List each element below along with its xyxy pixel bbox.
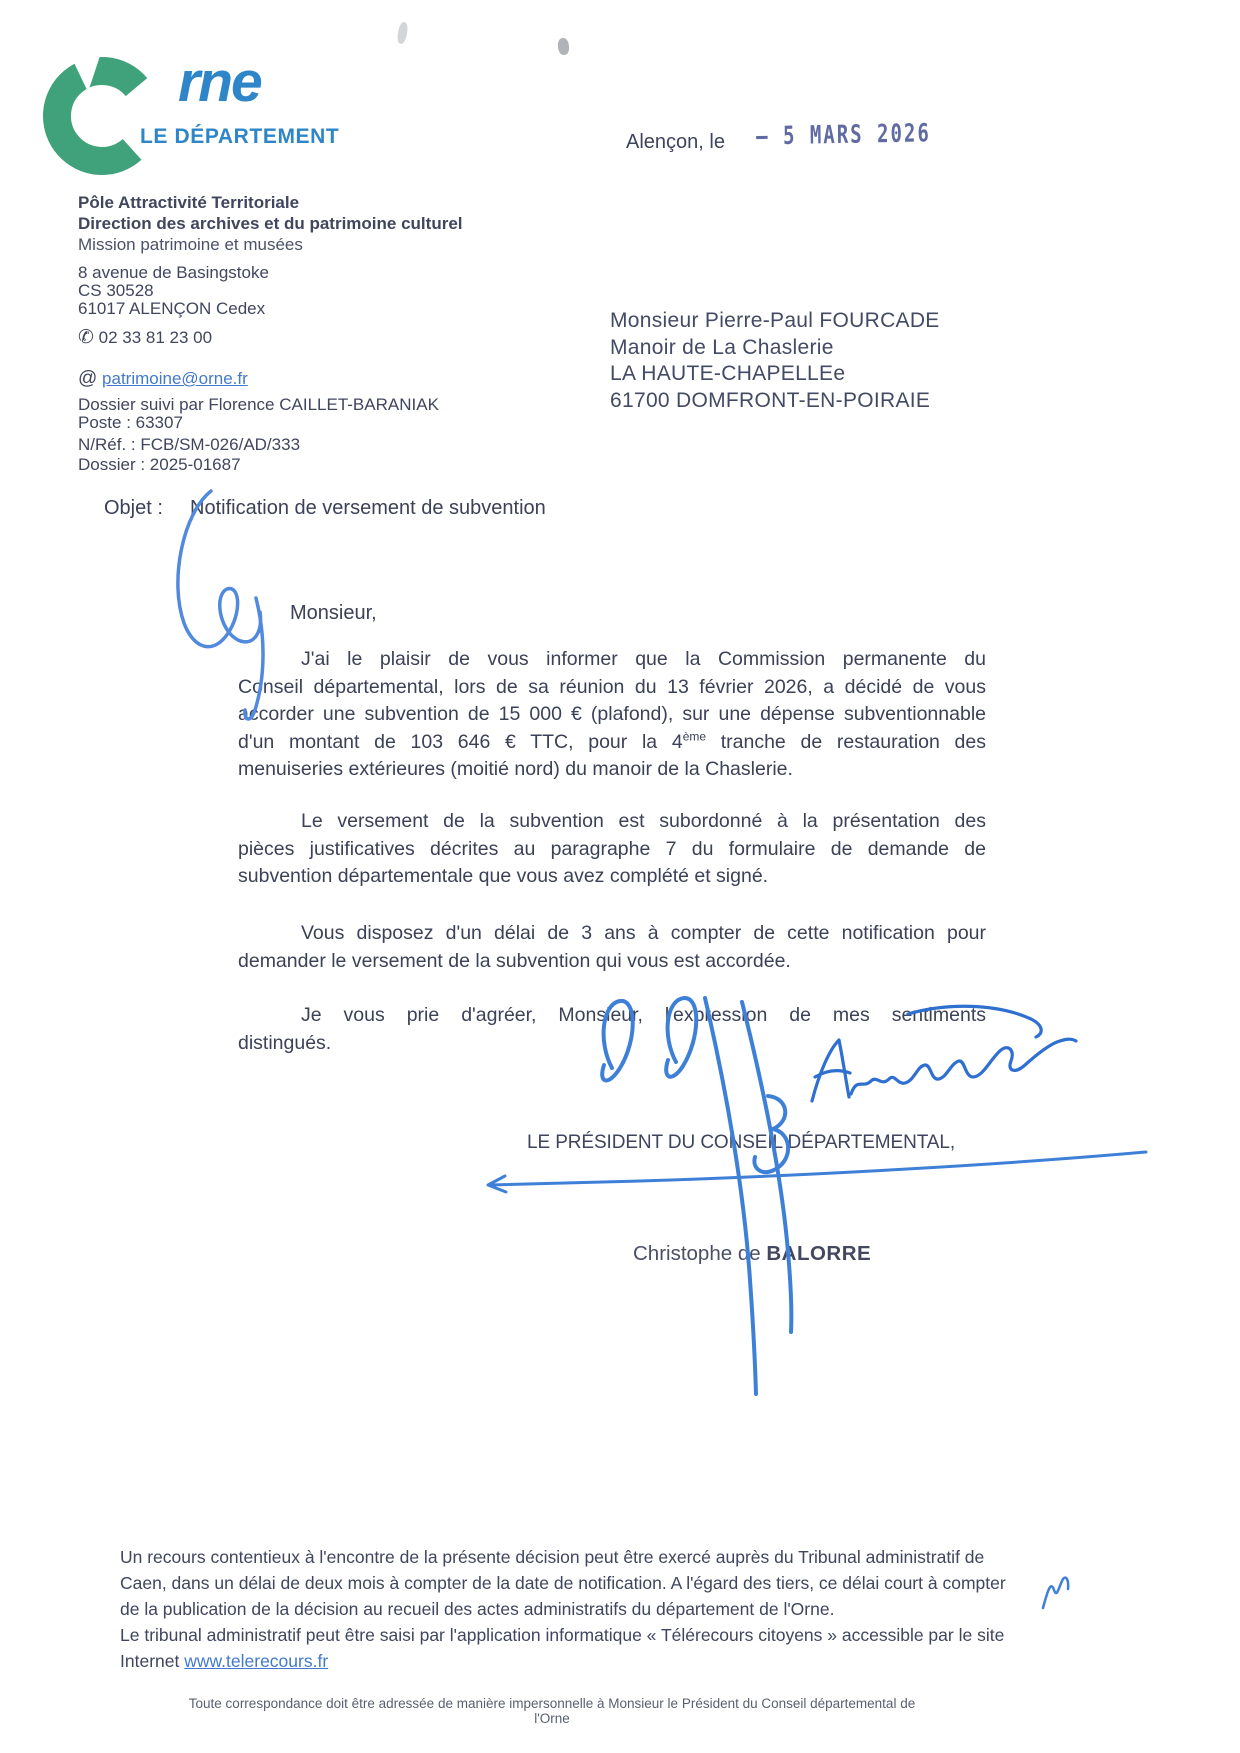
logo-rne-text: rne	[178, 50, 261, 114]
sender-extension: Poste : 63307	[78, 413, 183, 432]
salutation: Monsieur,	[290, 602, 377, 624]
paragraph-line: Conseil départemental, lors de sa réunion du 13 février 2026, a décidé de vous	[238, 675, 986, 698]
phone-icon: ✆	[78, 327, 94, 348]
paragraph-line: distingués.	[238, 1031, 332, 1054]
body-paragraph-4	[238, 1002, 986, 1057]
orne-logo-o-icon	[42, 46, 167, 182]
paragraph-line: demander le versement de la subvention qui vous est accordée.	[238, 949, 791, 972]
recipient-line-1: Monsieur Pierre-Paul FOURCADE	[610, 309, 940, 332]
subject-label: Objet :	[104, 497, 163, 519]
legal-line: Caen, dans un délai de deux mois à compter de la date de notification. A l'égard des tiers, ce délai court à compter	[120, 1573, 1006, 1593]
at-icon: @	[78, 368, 98, 389]
orne-logo	[42, 46, 372, 178]
paragraph-line: accorder une subvention de 15 000 € (plafond), sur une dépense subventionnable	[238, 703, 986, 725]
recipient-line-4: 61700 DOMFRONT-EN-POIRAIE	[610, 388, 931, 412]
paragraph-line: pièces justificatives décrites au paragraphe 7 du formulaire de demande de	[238, 837, 986, 860]
recipient-line-2: Manoir de La Chaslerie	[610, 335, 834, 359]
sender-mission: Mission patrimoine et musées	[78, 235, 303, 254]
paragraph-line: subvention départementale que vous avez complété et signé.	[238, 865, 769, 887]
legal-line: Le tribunal administratif peut être saisi par l'application informatique « Télérecours citoyens » accessible par le site	[120, 1625, 1005, 1645]
closing-title: LE PRÉSIDENT DU CONSEIL DÉPARTEMENTAL,	[527, 1132, 956, 1153]
recipient-line-3: LA HAUTE-CHAPELLEe	[610, 362, 846, 385]
legal-footer	[120, 1544, 1115, 1674]
body-paragraph-1	[238, 646, 986, 784]
telerecours-link[interactable]: www.telerecours.fr	[184, 1651, 329, 1671]
logo-subtitle: LE DÉPARTEMENT	[140, 125, 340, 148]
legal-line: Internet www.telerecours.fr	[120, 1651, 329, 1671]
legal-line: Un recours contentieux à l'encontre de la présente décision peut être exercé auprès du Tribunal administratif de	[120, 1547, 985, 1567]
sender-address-2: CS 30528	[78, 281, 154, 300]
signer-given: Christophe de	[633, 1242, 767, 1265]
sender-address-1: 8 avenue de Basingstoke	[78, 263, 269, 282]
legal-paragraph-1	[120, 1544, 1115, 1622]
dateline-place: Alençon, le	[626, 131, 725, 153]
sender-email-line	[78, 369, 248, 389]
paragraph-line: J'ai le plaisir de vous informer que la Commission permanente du	[301, 648, 986, 670]
sender-phone: 02 33 81 23 00	[98, 328, 213, 347]
sender-our-ref: N/Réf. : FCB/SM-026/AD/333	[78, 435, 301, 454]
sender-email-link[interactable]: patrimoine@orne.fr	[102, 369, 248, 388]
sender-pole: Pôle Attractivité Territoriale	[78, 193, 300, 212]
sender-phone-line	[78, 328, 212, 348]
signer-family: BALORRE	[766, 1242, 872, 1265]
paragraph-line: d'un montant de 103 646 € TTC, pour la 4ème tranche de restauration des	[238, 729, 986, 753]
paragraph-line: Le versement de la subvention est subordonné à la présentation des	[301, 810, 986, 832]
legal-line: de la publication de la décision au recueil des actes administratifs du département de l'Orne.	[120, 1599, 835, 1619]
signature-ink	[488, 998, 1146, 1394]
paragraph-line: Je vous prie d'agréer, Monsieur, l'expression de mes sentiments	[301, 1004, 986, 1026]
sender-direction: Direction des archives et du patrimoine culturel	[78, 214, 463, 233]
body-paragraph-2	[238, 808, 986, 891]
paragraph-line: menuiseries extérieures (moitié nord) du manoir de la Chaslerie.	[238, 758, 793, 780]
sender-file-ref: Dossier : 2025-01687	[78, 455, 241, 474]
legal-paragraph-2	[120, 1622, 1115, 1674]
sender-address-3: 61017 ALENÇON Cedex	[78, 299, 266, 318]
footnote: Toute correspondance doit être adressée de manière impersonnelle à Monsieur le Président du Conseil départemental de l'Orne	[188, 1696, 916, 1726]
sender-case-officer: Dossier suivi par Florence CAILLET-BARANIAK	[78, 395, 439, 414]
signer-name	[633, 1242, 871, 1266]
date-stamp: – 5 MARS 2026	[756, 118, 932, 152]
scan-speck	[396, 21, 409, 44]
recipient-block	[610, 308, 940, 414]
subject-text: Notification de versement de subvention	[190, 497, 546, 519]
superscript-eme: ème	[682, 729, 707, 743]
scan-speck	[557, 37, 570, 55]
paragraph-line: Vous disposez d'un délai de 3 ans à compter de cette notification pour	[301, 922, 986, 944]
body-paragraph-3	[238, 920, 986, 975]
